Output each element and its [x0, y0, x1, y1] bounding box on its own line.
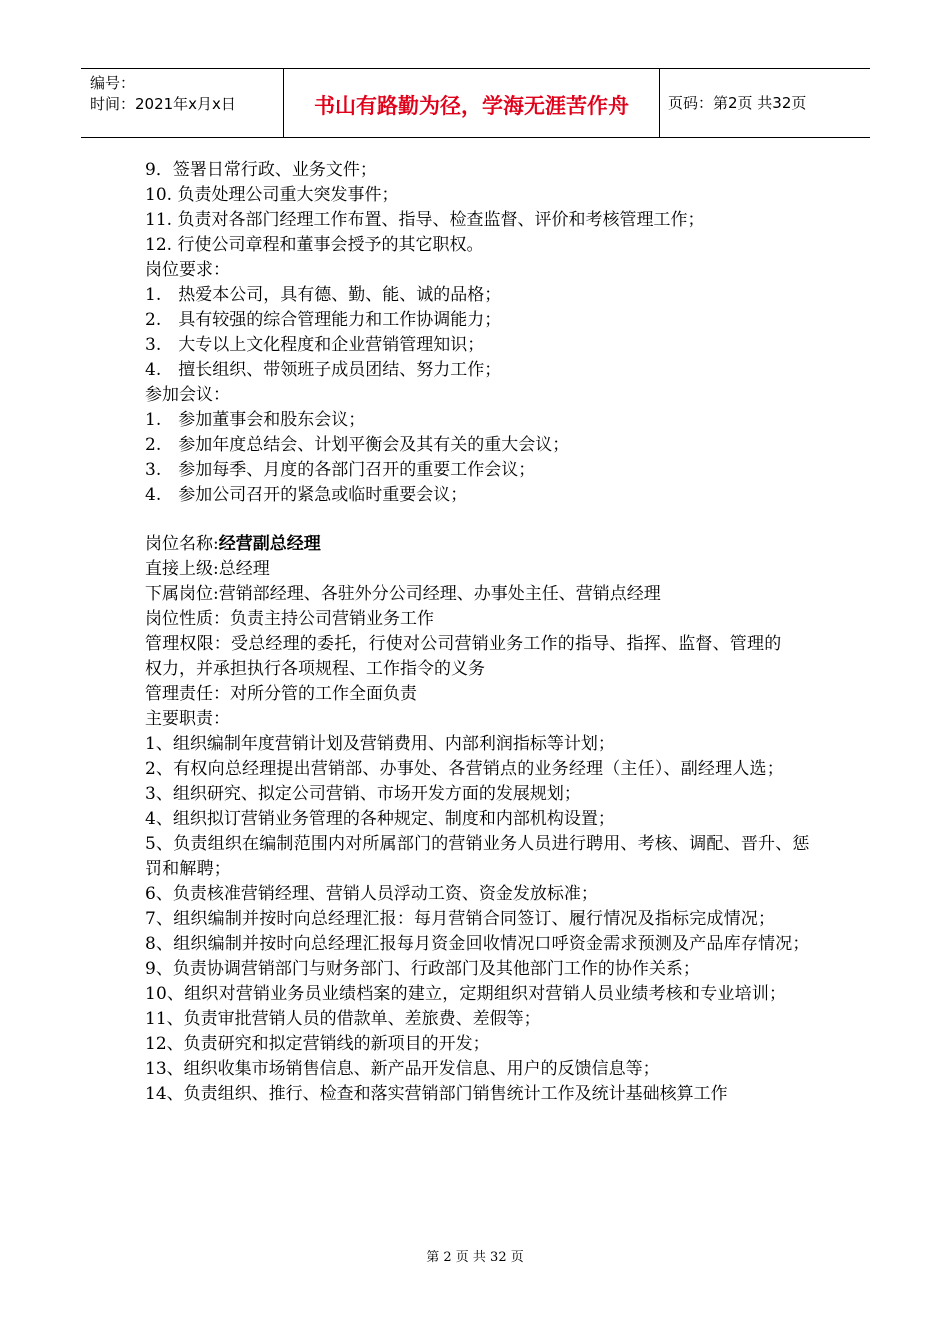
- text-line: 管理权限：受总经理的委托，行使对公司营销业务工作的指导、指挥、监督、管理的: [145, 634, 782, 654]
- position-label: 岗位名称:: [145, 534, 219, 554]
- text-line: 下属岗位:营销部经理、各驻外分公司经理、办事处主任、营销点经理: [145, 584, 661, 604]
- list-item: 7、组织编制并按时向总经理汇报：每月营销合同签订、履行情况及指标完成情况；: [145, 909, 776, 929]
- doc-date-label: 时间：2021年x月x日: [90, 95, 236, 113]
- text-line: 2. 参加年度总结会、计划平衡会及其有关的重大会议；: [145, 435, 570, 455]
- page-header: [81, 68, 870, 138]
- text-line: 3. 大专以上文化程度和企业营销管理知识；: [145, 335, 485, 355]
- list-item: 12、负责研究和拟定营销线的新项目的开发；: [145, 1034, 490, 1054]
- list-item: 2、有权向总经理提出营销部、办事处、各营销点的业务经理（主任）、副经理人选；: [145, 759, 784, 779]
- text-line: 4. 擅长组织、带领班子成员团结、努力工作；: [145, 360, 502, 380]
- text-line: 3. 参加每季、月度的各部门召开的重要工作会议；: [145, 460, 536, 480]
- text-line: 管理责任：对所分管的工作全面负责: [145, 684, 417, 704]
- text-line: 岗位性质：负责主持公司营销业务工作: [145, 609, 434, 629]
- doc-number-label: 编号：: [90, 74, 136, 92]
- paragraph-gap: [145, 508, 810, 532]
- text-line: 11. 负责对各部门经理工作布置、指导、检查监督、评价和考核管理工作；: [145, 210, 705, 230]
- header-page-code: 页码：第2页 共32页: [668, 94, 807, 112]
- list-item: 8、组织编制并按时向总经理汇报每月资金回收情况口呼资金需求预测及产品库存情况；: [145, 934, 810, 954]
- section-heading: 参加会议：: [145, 385, 230, 405]
- text-line: 12. 行使公司章程和董事会授予的其它职权。: [145, 235, 484, 255]
- list-item: 9、负责协调营销部门与财务部门、行政部门及其他部门工作的协作关系；: [145, 959, 700, 979]
- text-line: 直接上级:总经理: [145, 559, 270, 579]
- list-item: 6、负责核准营销经理、营销人员浮动工资、资金发放标准；: [145, 884, 598, 904]
- list-item: 4、组织拟订营销业务管理的各种规定、制度和内部机构设置；: [145, 809, 615, 829]
- header-motto: 书山有路勤为径，学海无涯苦作舟: [314, 94, 629, 118]
- text-line: 9．签署日常行政、业务文件；: [145, 160, 377, 180]
- list-item: 3、组织研究、拟定公司营销、市场开发方面的发展规划；: [145, 784, 581, 804]
- text-line: 1. 热爱本公司，具有德、勤、能、诚的品格；: [145, 285, 502, 305]
- list-item: 11、负责审批营销人员的借款单、差旅费、差假等；: [145, 1009, 541, 1029]
- list-item: 10、组织对营销业务员业绩档案的建立，定期组织对营销人员业绩考核和专业培训；: [145, 984, 787, 1004]
- text-line: 1. 参加董事会和股东会议；: [145, 410, 366, 430]
- header-page-cell: [660, 69, 870, 137]
- section-heading: 岗位要求：: [145, 260, 230, 280]
- list-item: 14、负责组织、推行、检查和落实营销部门销售统计工作及统计基础核算工作: [145, 1084, 728, 1104]
- list-item: 5、负责组织在编制范围内对所属部门的营销业务人员进行聘用、考核、调配、晋升、惩罚和解聘；: [145, 834, 810, 879]
- text-line: 权力，并承担执行各项规程、工作指令的义务: [145, 659, 485, 679]
- text-line: 2. 具有较强的综合管理能力和工作协调能力；: [145, 310, 502, 330]
- page-footer: 第 2 页 共 32 页: [426, 1250, 524, 1265]
- position-title: [145, 532, 810, 557]
- section-heading: 主要职责：: [145, 709, 230, 729]
- list-item: 1、组织编制年度营销计划及营销费用、内部利润指标等计划；: [145, 734, 615, 754]
- header-motto-cell: [284, 69, 660, 137]
- document-body: [145, 158, 810, 1107]
- position-name: 经营副总经理: [218, 534, 321, 554]
- list-item: 13、组织收集市场销售信息、新产品开发信息、用户的反馈信息等；: [145, 1059, 660, 1079]
- text-line: 10. 负责处理公司重大突发事件；: [145, 185, 399, 205]
- header-meta-cell: [81, 69, 284, 137]
- text-line: 4. 参加公司召开的紧急或临时重要会议；: [145, 485, 468, 505]
